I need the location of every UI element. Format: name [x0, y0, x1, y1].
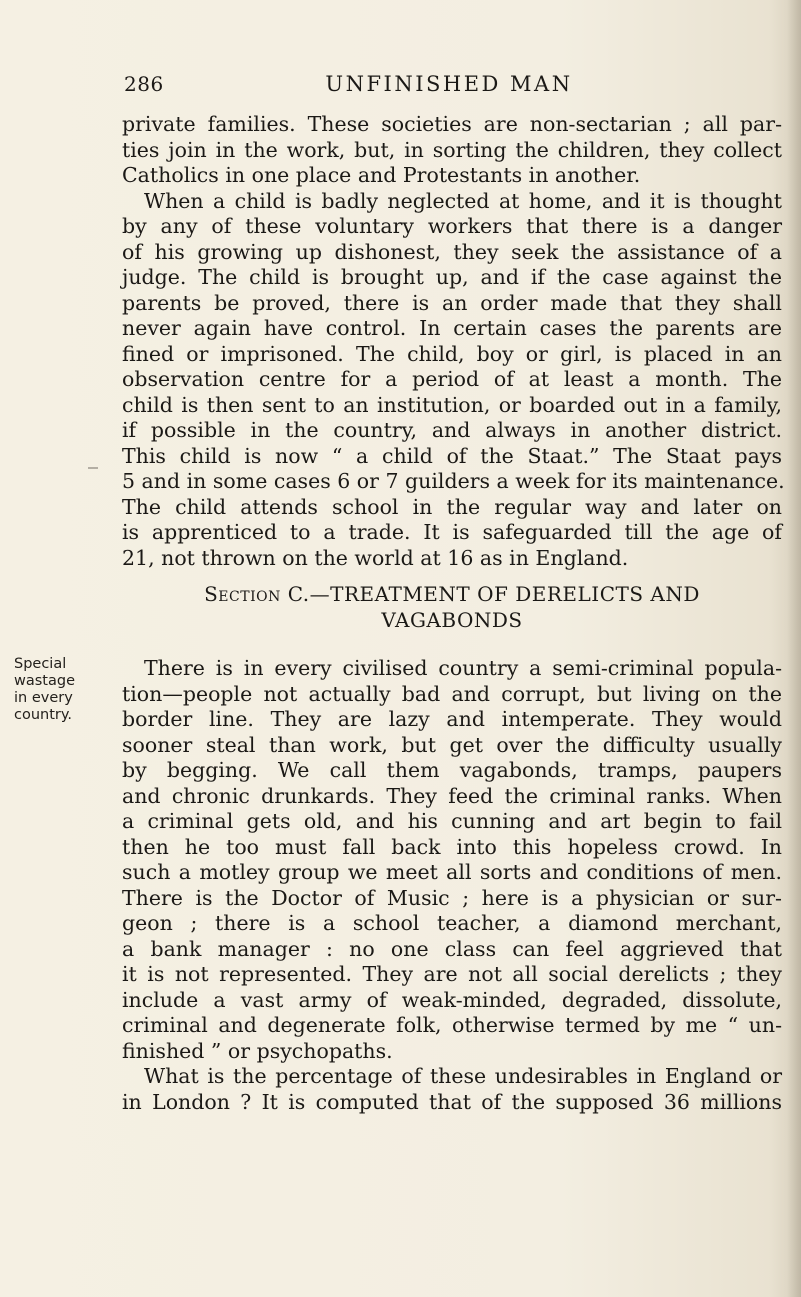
text-line: then he too must fall back into this hopeless crowd. In: [122, 834, 782, 859]
margin-note: [14, 656, 110, 724]
text-line: if possible in the country, and always in another district.: [122, 418, 782, 442]
text-line: geon ; there is a school teacher, a diamond merchant,: [122, 911, 782, 935]
margin-note-line: in every: [14, 690, 73, 706]
text-line: in London ? It is computed that of the supposed 36 millions: [122, 1089, 782, 1114]
print-speck: [88, 467, 98, 469]
text-line: a criminal gets old, and his cunning and art begin to fail: [122, 809, 782, 833]
section-title: C.—TREATMENT OF DERELICTS AND: [287, 582, 700, 606]
running-title: UNFINISHED MAN: [325, 72, 573, 96]
text-line: and chronic drunkards. They feed the criminal ranks. When: [122, 783, 782, 808]
text-line: border line. They are lazy and intemperate. They would: [122, 707, 782, 731]
text-line: Catholics in one place and Protestants in another.: [122, 163, 641, 187]
text-line: criminal and degenerate folk, otherwise termed by me “ un-: [122, 1013, 782, 1037]
text-line: 21, not thrown on the world at 16 as in England.: [122, 545, 629, 570]
section-label: Section: [204, 582, 281, 606]
page-header: [124, 72, 774, 104]
margin-note-line: country.: [14, 707, 72, 723]
text-line: finished ” or psychopaths.: [122, 1038, 393, 1063]
text-line: by begging. We call them vagabonds, tramps, paupers: [122, 758, 782, 782]
text-line: 5 and in some cases 6 or 7 guilders a week for its maintenance.: [122, 469, 785, 493]
text-line: There is the Doctor of Music ; here is a physician or sur-: [122, 885, 782, 910]
text-line: fined or imprisoned. The child, boy or girl, is placed in an: [122, 341, 782, 366]
margin-note-line: wastage: [14, 673, 75, 689]
text-line: sooner steal than work, but get over the difficulty usually: [122, 732, 782, 757]
text-line: The child attends school in the regular way and later on: [122, 494, 782, 519]
text-line: There is in every civilised country a semi-criminal popula-: [144, 656, 782, 680]
text-line: private families. These societies are non-sectarian ; all par-: [122, 112, 782, 136]
text-line: What is the percentage of these undesirables in England or: [144, 1064, 782, 1088]
text-line: is apprenticed to a trade. It is safeguarded till the age of: [122, 520, 782, 544]
margin-note-line: Special: [14, 656, 67, 672]
text-line: of his growing up dishonest, they seek the assistance of a: [122, 239, 782, 264]
section-heading-line-1: [122, 582, 782, 608]
section-heading: [122, 582, 782, 634]
text-line: judge. The child is brought up, and if the case against the: [122, 265, 782, 289]
text-line: parents be proved, there is an order made that they shall: [122, 290, 782, 315]
text-line: by any of these voluntary workers that there is a danger: [122, 214, 782, 238]
text-line: child is then sent to an institution, or boarded out in a family,: [122, 392, 782, 417]
text-line: observation centre for a period of at least a month. The: [122, 367, 782, 391]
page-number: 286: [124, 72, 164, 96]
text-line: This child is now “ a child of the Staat.” The Staat pays: [122, 443, 782, 468]
section-heading-line-2: VAGABONDS: [381, 608, 523, 632]
text-line: include a vast army of weak-minded, degraded, dissolute,: [122, 987, 782, 1012]
paragraph-block-top: [122, 112, 785, 571]
text-line: never again have control. In certain cases the parents are: [122, 316, 782, 340]
text-line: it is not represented. They are not all social derelicts ; they: [122, 962, 782, 986]
text-line: a bank manager : no one class can feel aggrieved that: [122, 936, 782, 961]
paragraph-block-bottom: [122, 656, 782, 1115]
text-line: such a motley group we meet all sorts and conditions of men.: [122, 860, 782, 884]
text-line: tion—people not actually bad and corrupt, but living on the: [122, 681, 782, 706]
page-edge-shadow: [787, 0, 801, 1297]
text-line: ties join in the work, but, in sorting the children, they collect: [122, 137, 782, 162]
text-line: When a child is badly neglected at home, and it is thought: [144, 188, 782, 213]
